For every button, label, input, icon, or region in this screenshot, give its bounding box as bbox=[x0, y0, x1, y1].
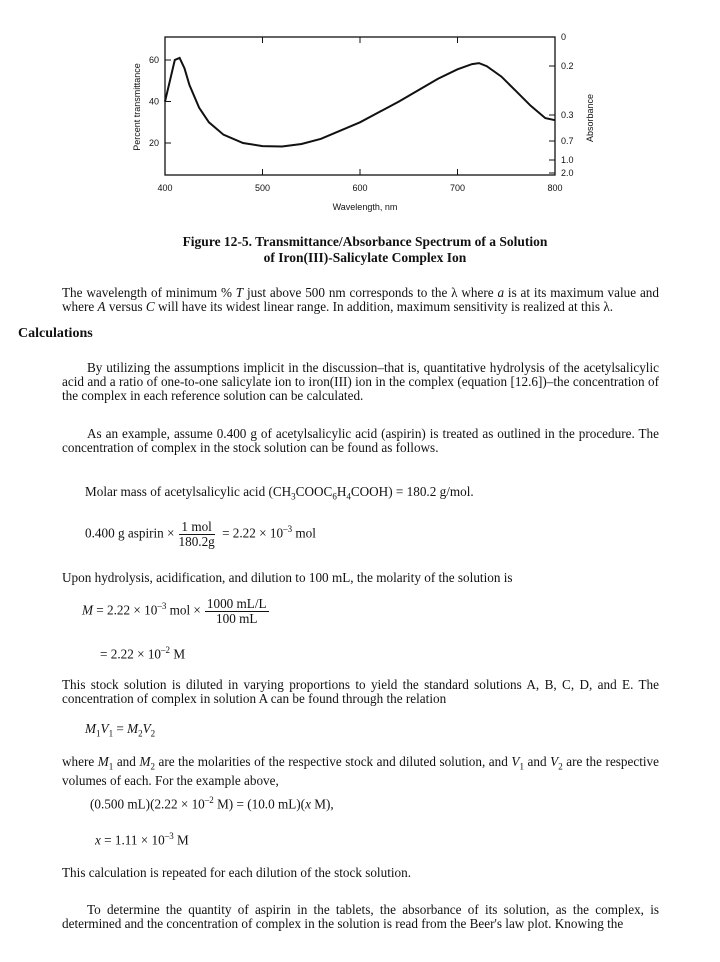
equation-dilution-relation: $M_1V_1 = M_2V_2$ bbox=[85, 721, 156, 739]
x-tick-label: 400 bbox=[157, 183, 173, 193]
equation-result-x: $x = 1.11 \times 10^{-3}$ M bbox=[95, 831, 189, 848]
x-tick-label: 600 bbox=[352, 183, 368, 193]
paragraph-determine: To determine the quantity of aspirin in the tablets, the absorbance of its solution, as the complex, is determined and the concentration of complex in the solution is read from the Beer's law plot. Knowing the bbox=[62, 902, 659, 931]
equation-molarity: $M = 2.22 \times 10^{-3}$ mol × $\frac{1000 mL/L}{100 mL}$ bbox=[82, 596, 267, 626]
y2-tick-label: 0.2 bbox=[561, 61, 574, 71]
x-tick-label: 500 bbox=[254, 183, 271, 193]
y2-tick-label: 0 bbox=[561, 32, 567, 42]
section-heading-calculations: Calculations bbox=[18, 326, 93, 341]
paragraph-example: As an example, assume 0.400 g of acetylsalicylic acid (aspirin) is treated as outlined in the procedure. The concentration of complex in the stock solution can be found as follows. bbox=[62, 426, 659, 455]
x-tick-label: 800 bbox=[547, 183, 563, 193]
y2-tick-label: 0.7 bbox=[561, 136, 574, 146]
equation-moles: 0.400 g aspirin × $\frac{\text{1 mol}}{180.2g}$ = $2.22 \times 10^{-3}$ mol bbox=[85, 519, 316, 549]
figure-caption-line1: Figure 12-5. Transmittance/Absorbance Spectrum of a Solution bbox=[182, 234, 548, 249]
plot-frame bbox=[165, 37, 555, 175]
paragraph-repeat: This calculation is repeated for each dilution of the stock solution. bbox=[62, 865, 412, 880]
x-axis-label: Wavelength, nm bbox=[332, 202, 398, 212]
spectrum-curve bbox=[165, 58, 555, 147]
x-tick-label: 700 bbox=[449, 183, 466, 193]
paragraph-dilution: This stock solution is diluted in varying proportions to yield the standard solutions A, B, C, D, and E. The concentration of complex in solution A can be found through the relation bbox=[62, 677, 659, 706]
molar-mass-line: Molar mass of acetylsalicylic acid $(CH_3COOC_6H_4COOH) = 180.2$ g/mol. bbox=[85, 484, 474, 502]
y-axis-label: Percent transmittance bbox=[132, 63, 142, 151]
spectrum-chart bbox=[0, 0, 720, 230]
paragraph-hydrolysis: Upon hydrolysis, acidification, and dilution to 100 mL, the molarity of the solution is bbox=[62, 570, 513, 585]
equation-example: (0.500 $mL)(2.22 \times 10^{-2}$ M) = (10.0 mL)(x M), bbox=[90, 795, 334, 812]
y2-axis-label: Absorbance bbox=[585, 93, 595, 143]
y-tick-label: 20 bbox=[148, 138, 159, 148]
y2-tick-label: 2.0 bbox=[561, 168, 574, 178]
equation-molarity-result: = $2.22 \times 10^{-2}$ M bbox=[100, 645, 186, 662]
paragraph-where: where $M_1$ and $M_2$ are the molarities of the respective stock and diluted solution, and $V_1$ and $V_2$ are the respective volumes of each. For the example above, bbox=[62, 754, 660, 788]
paragraph-wavelength: The wavelength of minimum % T just above 500 nm corresponds to the λ where a is at its maximum value and where A versus C will have its widest linear range. In addition, maximum sensitivity is realized at this λ. bbox=[62, 285, 659, 314]
y-tick-label: 60 bbox=[148, 55, 159, 65]
paragraph-assumptions: By utilizing the assumptions implicit in the discussion–that is, quantitative hydrolysis of the acetylsalicylic acid and a ratio of one-to-one salicylate ion to iron(III) ion in the complex (equation [12.6])–the concentration of the complex in each reference solution can be calculated. bbox=[62, 360, 659, 403]
y-tick-label: 40 bbox=[148, 96, 159, 107]
y2-tick-label: 1.0 bbox=[561, 155, 574, 165]
y2-tick-label: 0.3 bbox=[561, 110, 574, 120]
figure-caption-line2: of Iron(III)-Salicylate Complex Ion bbox=[263, 250, 467, 265]
